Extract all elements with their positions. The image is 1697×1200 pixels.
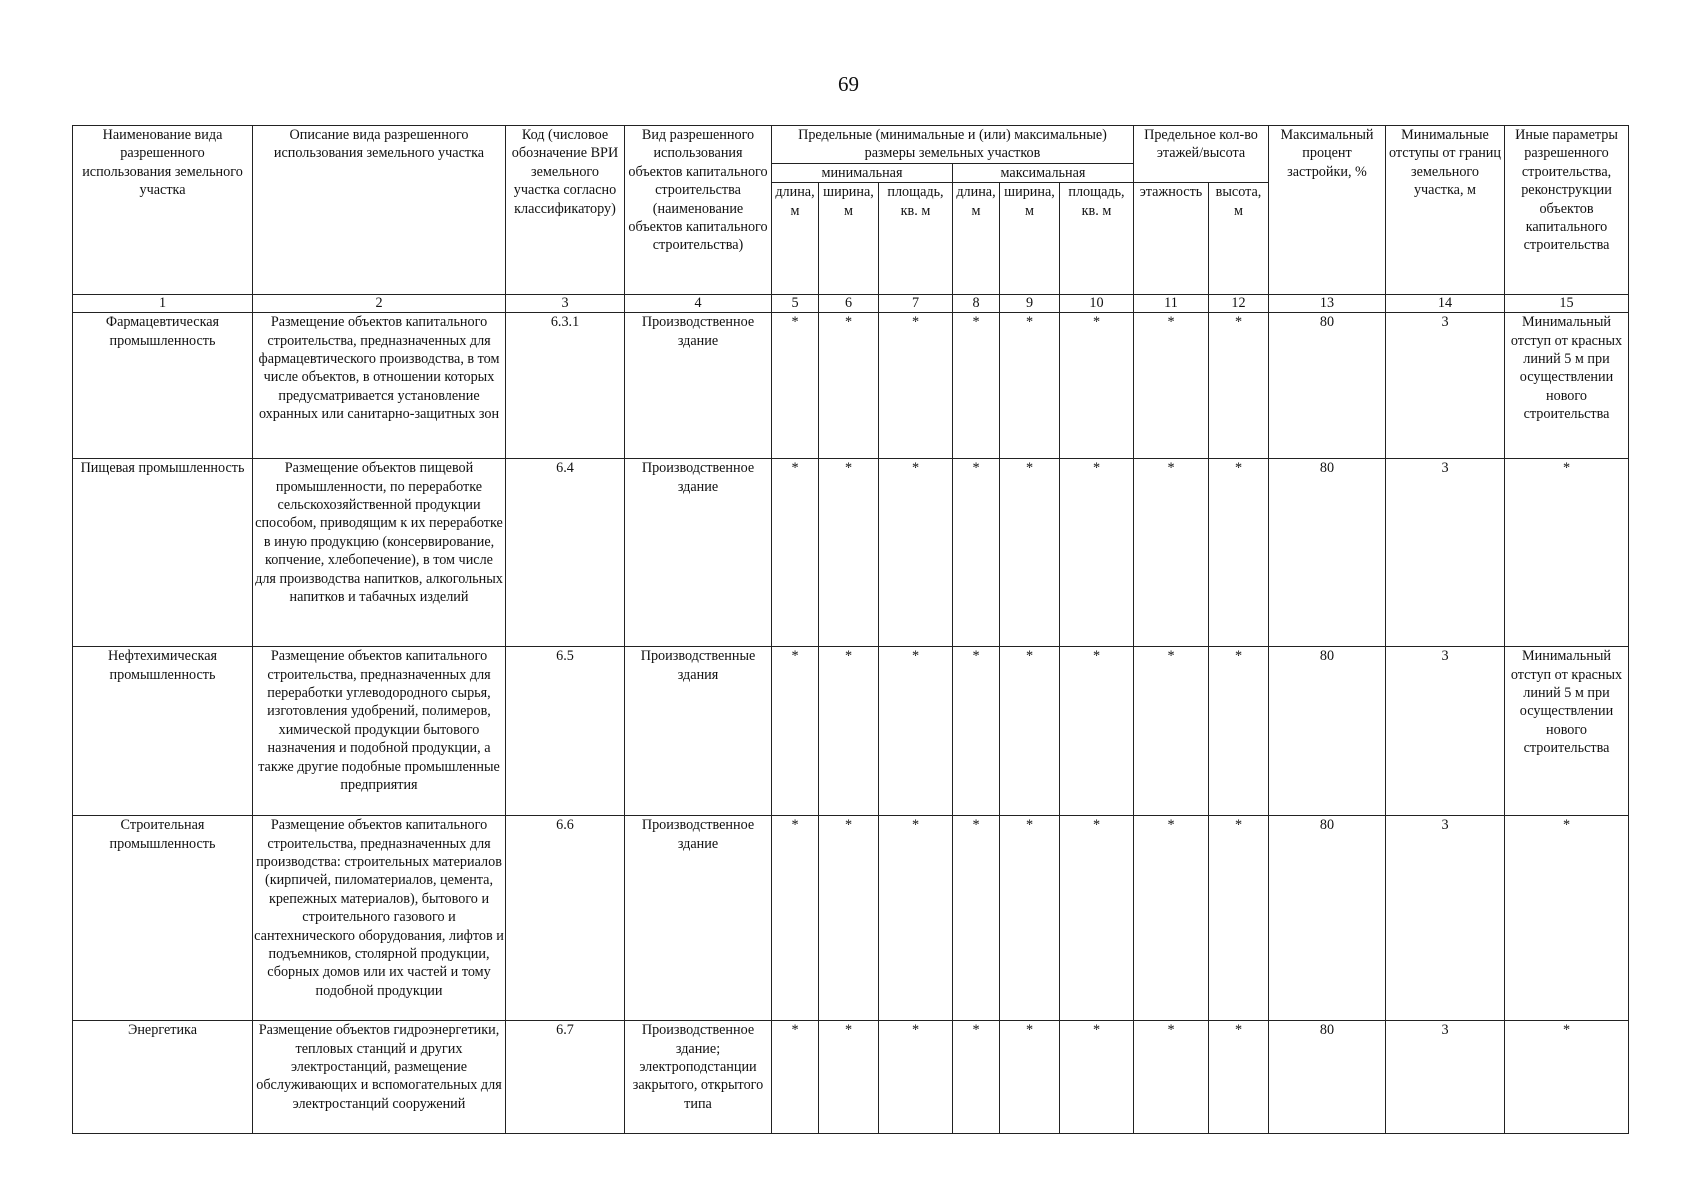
row-object-type: Производственное здание: [625, 313, 772, 459]
row-max-width: *: [1000, 647, 1060, 816]
header-code: Код (числовое обозначение ВРИ земельного участка согласно классификатору): [506, 126, 625, 295]
table-row: [73, 816, 1629, 1021]
row-code: 6.3.1: [506, 313, 625, 459]
row-min-length: *: [772, 459, 819, 647]
header-minimal: минимальная: [772, 163, 953, 182]
row-min-setback: 3: [1386, 1021, 1505, 1134]
row-max-area: *: [1060, 647, 1134, 816]
row-object-type: Производственное здание: [625, 816, 772, 1021]
row-max-width: *: [1000, 816, 1060, 1021]
column-number-row: [73, 295, 1629, 313]
row-max-width: *: [1000, 313, 1060, 459]
row-code: 6.4: [506, 459, 625, 647]
row-floors: *: [1134, 816, 1209, 1021]
row-min-width: *: [819, 647, 879, 816]
row-height: *: [1209, 1021, 1269, 1134]
column-number: 11: [1134, 295, 1209, 313]
row-max-length: *: [953, 459, 1000, 647]
column-number: 15: [1505, 295, 1629, 313]
header-maximal: максимальная: [953, 163, 1134, 182]
column-number: 1: [73, 295, 253, 313]
row-height: *: [1209, 647, 1269, 816]
row-min-area: *: [879, 647, 953, 816]
header-limits-group: Предельные (минимальные и (или) максимальные) размеры земельных участков: [772, 126, 1134, 164]
row-min-length: *: [772, 816, 819, 1021]
table-row: [73, 313, 1629, 459]
row-min-width: *: [819, 313, 879, 459]
row-min-width: *: [819, 459, 879, 647]
row-name: Пищевая промышленность: [73, 459, 253, 647]
row-object-type: Производственные здания: [625, 647, 772, 816]
column-number: 9: [1000, 295, 1060, 313]
row-min-width: *: [819, 816, 879, 1021]
row-min-length: *: [772, 1021, 819, 1134]
row-object-type: Производственное здание; электроподстанции закрытого, открытого типа: [625, 1021, 772, 1134]
row-max-length: *: [953, 1021, 1000, 1134]
row-other: Минимальный отступ от красных линий 5 м при осуществлении нового строительства: [1505, 647, 1629, 816]
row-max-length: *: [953, 313, 1000, 459]
row-min-width: *: [819, 1021, 879, 1134]
row-max-length: *: [953, 816, 1000, 1021]
row-name: Строительная промышленность: [73, 816, 253, 1021]
row-min-setback: 3: [1386, 459, 1505, 647]
header-description: Описание вида разрешенного использования земельного участка: [253, 126, 506, 295]
row-min-area: *: [879, 459, 953, 647]
table-row: [73, 647, 1629, 816]
row-description: Размещение объектов капитального строительства, предназначенных для переработки углеводородного сырья, изготовления удобрений, полимеров, химической продукции бытового назначения и подобной продукции, а также другие подобные промышленные предприятия: [253, 647, 506, 816]
header-max-width: ширина, м: [1000, 183, 1060, 295]
header-min-length: длина, м: [772, 183, 819, 295]
row-other: Минимальный отступ от красных линий 5 м при осуществлении нового строительства: [1505, 313, 1629, 459]
header-height: высота, м: [1209, 183, 1269, 295]
header-max-length: длина, м: [953, 183, 1000, 295]
header-min-area: площадь, кв. м: [879, 183, 953, 295]
row-description: Размещение объектов гидроэнергетики, тепловых станций и других электростанций, размещение обслуживающих и вспомогательных для электростанций сооружений: [253, 1021, 506, 1134]
row-min-length: *: [772, 313, 819, 459]
row-max-width: *: [1000, 459, 1060, 647]
row-min-length: *: [772, 647, 819, 816]
header-max-percent: Максимальный процент застройки, %: [1269, 126, 1386, 295]
header-min-setback: Минимальные отступы от границ земельного участка, м: [1386, 126, 1505, 295]
row-max-percent: 80: [1269, 816, 1386, 1021]
column-number: 2: [253, 295, 506, 313]
column-number: 6: [819, 295, 879, 313]
row-min-area: *: [879, 1021, 953, 1134]
row-max-percent: 80: [1269, 313, 1386, 459]
page-number: 69: [838, 72, 859, 96]
column-number: 3: [506, 295, 625, 313]
column-number: 12: [1209, 295, 1269, 313]
header-name: Наименование вида разрешенного использования земельного участка: [73, 126, 253, 295]
row-max-width: *: [1000, 1021, 1060, 1134]
row-max-length: *: [953, 647, 1000, 816]
row-max-area: *: [1060, 459, 1134, 647]
row-description: Размещение объектов капитального строительства, предназначенных для фармацевтического производства, в том числе объектов, в отношении которых предусматривается установление охранных или санитарно-защитных зон: [253, 313, 506, 459]
column-number: 5: [772, 295, 819, 313]
row-floors: *: [1134, 1021, 1209, 1134]
row-code: 6.6: [506, 816, 625, 1021]
row-name: Фармацевтическая промышленность: [73, 313, 253, 459]
header-object-type: Вид разрешенного использования объектов капитального строительства (наименование объектов капитального строительства): [625, 126, 772, 295]
row-min-area: *: [879, 816, 953, 1021]
row-min-setback: 3: [1386, 647, 1505, 816]
row-max-area: *: [1060, 1021, 1134, 1134]
row-object-type: Производственное здание: [625, 459, 772, 647]
column-number: 8: [953, 295, 1000, 313]
row-code: 6.7: [506, 1021, 625, 1134]
column-number: 13: [1269, 295, 1386, 313]
row-min-setback: 3: [1386, 313, 1505, 459]
row-min-area: *: [879, 313, 953, 459]
row-name: Энергетика: [73, 1021, 253, 1134]
row-other: *: [1505, 459, 1629, 647]
row-floors: *: [1134, 459, 1209, 647]
header-min-width: ширина, м: [819, 183, 879, 295]
row-floors: *: [1134, 647, 1209, 816]
header-max-area: площадь, кв. м: [1060, 183, 1134, 295]
row-height: *: [1209, 459, 1269, 647]
table-row: [73, 1021, 1629, 1134]
row-height: *: [1209, 313, 1269, 459]
header-row: [73, 126, 1629, 164]
row-other: *: [1505, 1021, 1629, 1134]
column-number: 4: [625, 295, 772, 313]
row-max-percent: 80: [1269, 647, 1386, 816]
row-description: Размещение объектов пищевой промышленности, по переработке сельскохозяйственной продукции способом, приводящим к их переработке в иную продукцию (консервирование, копчение, хлебопечение), в том числе для производства напитков, алкогольных напитков и табачных изделий: [253, 459, 506, 647]
row-name: Нефтехимическая промышленность: [73, 647, 253, 816]
row-min-setback: 3: [1386, 816, 1505, 1021]
row-other: *: [1505, 816, 1629, 1021]
column-number: 10: [1060, 295, 1134, 313]
row-max-area: *: [1060, 313, 1134, 459]
column-number: 14: [1386, 295, 1505, 313]
column-number: 7: [879, 295, 953, 313]
row-max-percent: 80: [1269, 1021, 1386, 1134]
table-row: [73, 459, 1629, 647]
row-description: Размещение объектов капитального строительства, предназначенных для производства: строительных материалов (кирпичей, пиломатериалов, цемента, крепежных материалов), бытового и строительного газового и сантехнического оборудования, лифтов и подъемников, столярной продукции, сборных домов или их частей и тому подобной продукции: [253, 816, 506, 1021]
header-floors-group: Предельное кол-во этажей/высота: [1134, 126, 1269, 183]
row-floors: *: [1134, 313, 1209, 459]
row-code: 6.5: [506, 647, 625, 816]
row-max-area: *: [1060, 816, 1134, 1021]
row-max-percent: 80: [1269, 459, 1386, 647]
header-floors: этажность: [1134, 183, 1209, 295]
header-other-params: Иные параметры разрешенного строительства, реконструкции объектов капитального строительства: [1505, 126, 1629, 295]
zoning-regulations-table: [72, 125, 1629, 1134]
row-height: *: [1209, 816, 1269, 1021]
